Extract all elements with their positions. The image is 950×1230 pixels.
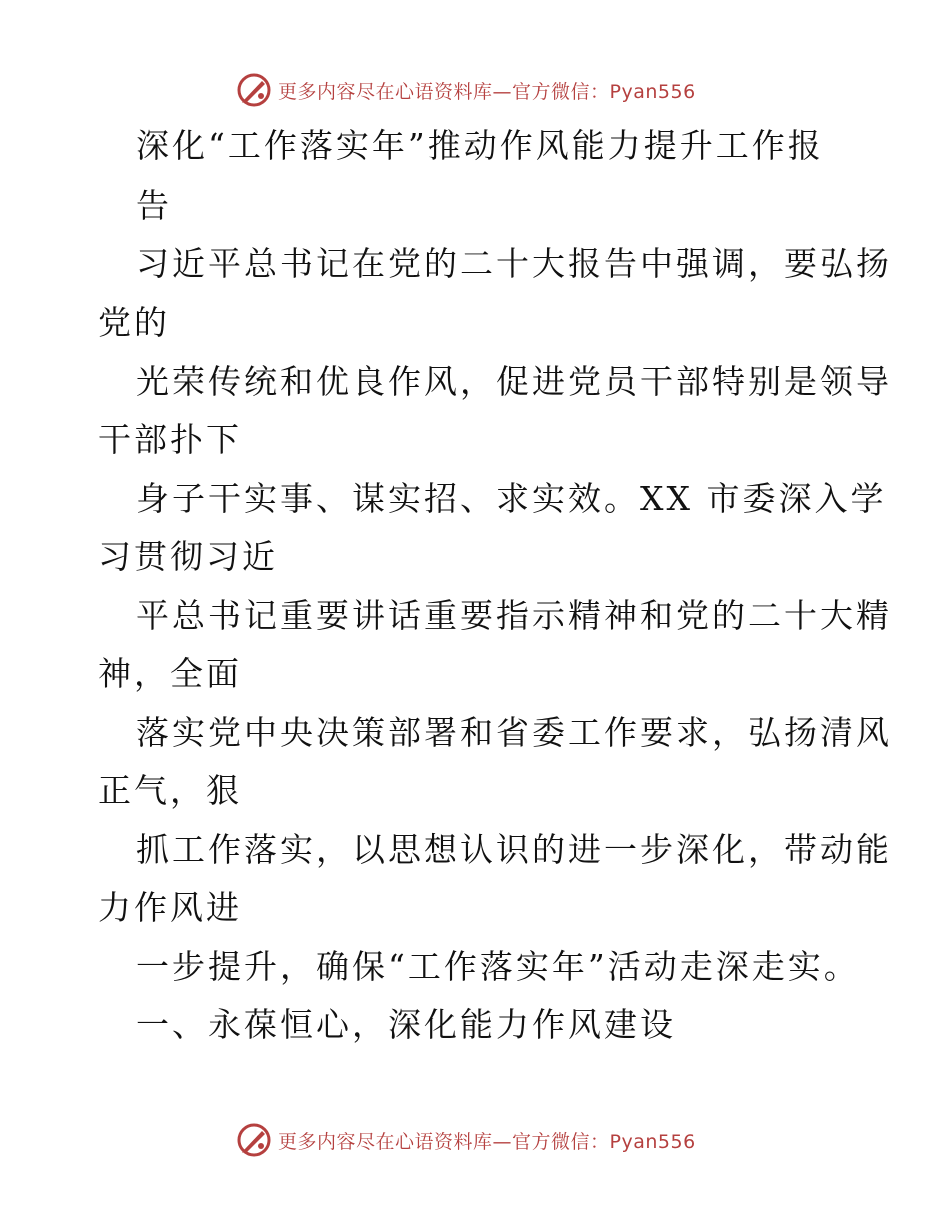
watermark-banner-top (236, 70, 696, 110)
watermark-banner-bottom (236, 1120, 696, 1160)
paragraph-line: 党的 (98, 303, 170, 342)
paragraph-line: 一步提升，确保“工作落实年”活动走深走实。 (136, 947, 860, 986)
paragraph-line: 神，全面 (98, 654, 242, 693)
paragraph-line: 力作风进 (98, 888, 242, 927)
document-title-line-2: 告 (136, 186, 172, 225)
watermark-text: 更多内容尽在心语资料库—官方微信：Pyan556 (278, 1130, 696, 1153)
document-title-line-1: 深化“工作落实年”推动作风能力提升工作报 (136, 126, 824, 165)
paragraph-line: 落实党中央决策部署和省委工作要求，弘扬清风 (136, 713, 892, 752)
watermark-text: 更多内容尽在心语资料库—官方微信：Pyan556 (278, 80, 696, 103)
paragraph-line: 正气，狠 (98, 771, 242, 810)
paragraph-line: 光荣传统和优良作风，促进党员干部特别是领导 (136, 362, 892, 401)
paragraph-line: 习贯彻习近 (98, 537, 278, 576)
quill-pen-seal-icon (236, 1122, 272, 1158)
paragraph-line: 身子干实事、谋实招、求实效。XX 市委深入学 (136, 479, 887, 518)
paragraph-line: 干部扑下 (98, 420, 242, 459)
section-heading: 一、永葆恒心，深化能力作风建设 (136, 1005, 676, 1044)
paragraph-line: 抓工作落实，以思想认识的进一步深化，带动能 (136, 830, 892, 869)
paragraph-line: 平总书记重要讲话重要指示精神和党的二十大精 (136, 596, 892, 635)
paragraph-line: 习近平总书记在党的二十大报告中强调，要弘扬 (136, 244, 892, 283)
quill-pen-seal-icon (236, 72, 272, 108)
